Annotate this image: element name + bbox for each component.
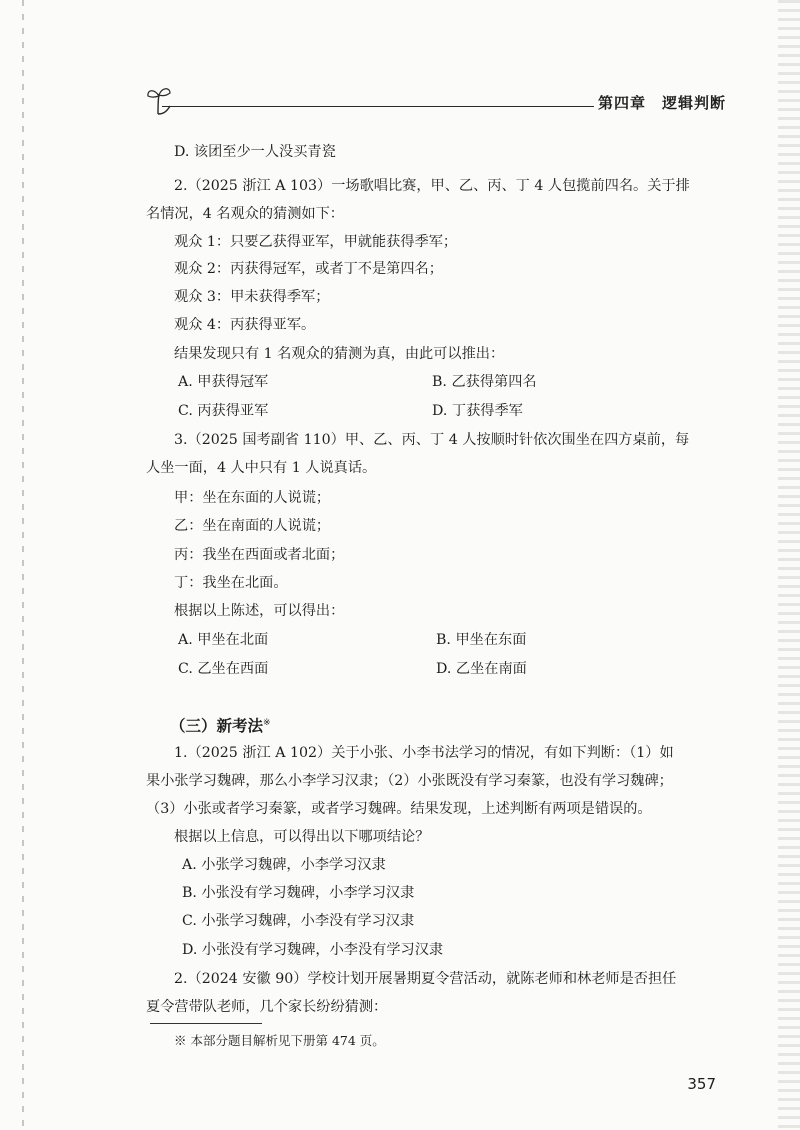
text-line: 3.（2025 国考副省 110）甲、乙、丙、丁 4 人按顺时针依次围坐在四方桌前，每 (174, 432, 690, 448)
page-number: 357 (687, 1075, 716, 1093)
text-line: C. 小张学习魏碑，小李没有学习汉隶 (182, 913, 415, 929)
option-a: A. 甲获得冠军 (178, 374, 269, 390)
scan-edge-left (22, 0, 24, 1130)
footnote-rule (150, 1023, 262, 1024)
header-rule (162, 106, 594, 107)
text-line: 1.（2025 浙江 A 102）关于小张、小李书法学习的情况，有如下判断：（1）如 (174, 745, 674, 761)
text-line: B. 小张没有学习魏碑，小李学习汉隶 (182, 885, 415, 901)
text-line: 夏令营带队老师，几个家长纷纷猜测： (146, 999, 388, 1015)
text-line: 丁：我坐在北面。 (174, 575, 288, 591)
text-line: 2.（2024 安徽 90）学校计划开展暑期夏令营活动，就陈老师和林老师是否担任 (174, 971, 677, 987)
page-header (140, 84, 740, 124)
text-line: D. 该团至少一人没买青瓷 (174, 144, 336, 160)
chapter-title: 第四章 逻辑判断 (597, 94, 726, 112)
text-line: 果小张学习魏碑，那么小李学习汉隶；（2）小张既没有学习秦篆，也没有学习魏碑； (146, 773, 673, 789)
text-line: 丙：我坐在西面或者北面； (174, 547, 345, 563)
text-line: 观众 2：丙获得冠军，或者丁不是第四名； (174, 261, 443, 277)
text-line: 观众 1：只要乙获得亚军，甲就能获得季军； (174, 234, 458, 250)
option-c: C. 乙坐在西面 (178, 661, 269, 677)
footnote: ※ 本部分题目解析见下册第 474 页。 (174, 1033, 385, 1048)
section-heading-text: （三）新考法 (170, 717, 264, 736)
option-b: B. 乙获得第四名 (432, 374, 537, 390)
text-line: 2.（2025 浙江 A 103）一场歌唱比赛，甲、乙、丙、丁 4 人包揽前四名。关于排 (174, 178, 690, 194)
text-line: D. 小张没有学习魏碑，小李没有学习汉隶 (182, 942, 444, 958)
option-b: B. 甲坐在东面 (436, 632, 527, 648)
text-line: A. 小张学习魏碑，小李学习汉隶 (182, 857, 386, 873)
option-a: A. 甲坐在北面 (178, 632, 269, 648)
text-line: 甲：坐在东面的人说谎； (174, 490, 331, 506)
text-line: 名情况，4 名观众的猜测如下： (146, 206, 344, 222)
scan-edge-right (778, 0, 800, 1130)
text-line: 人坐一面，4 人中只有 1 人说真话。 (146, 460, 377, 476)
option-d: D. 乙坐在南面 (436, 661, 527, 677)
option-c: C. 丙获得亚军 (178, 403, 269, 419)
text-line: 乙：坐在南面的人说谎； (174, 518, 331, 534)
text-line: 根据以上陈述，可以得出： (174, 603, 345, 619)
text-line: 根据以上信息，可以得出以下哪项结论？ (174, 829, 430, 845)
text-line: 结果发现只有 1 名观众的猜测为真，由此可以推出： (174, 346, 505, 362)
text-line: （3）小张或者学习秦篆，或者学习魏碑。结果发现，上述判断有两项是错误的。 (146, 801, 652, 817)
text-line: 观众 3：甲未获得季军； (174, 289, 330, 305)
text-line: 观众 4：丙获得亚军。 (174, 317, 316, 333)
footnote-mark: ※ (263, 718, 271, 728)
sprout-icon (144, 84, 174, 118)
section-heading (170, 713, 271, 736)
option-d: D. 丁获得季军 (432, 403, 523, 419)
